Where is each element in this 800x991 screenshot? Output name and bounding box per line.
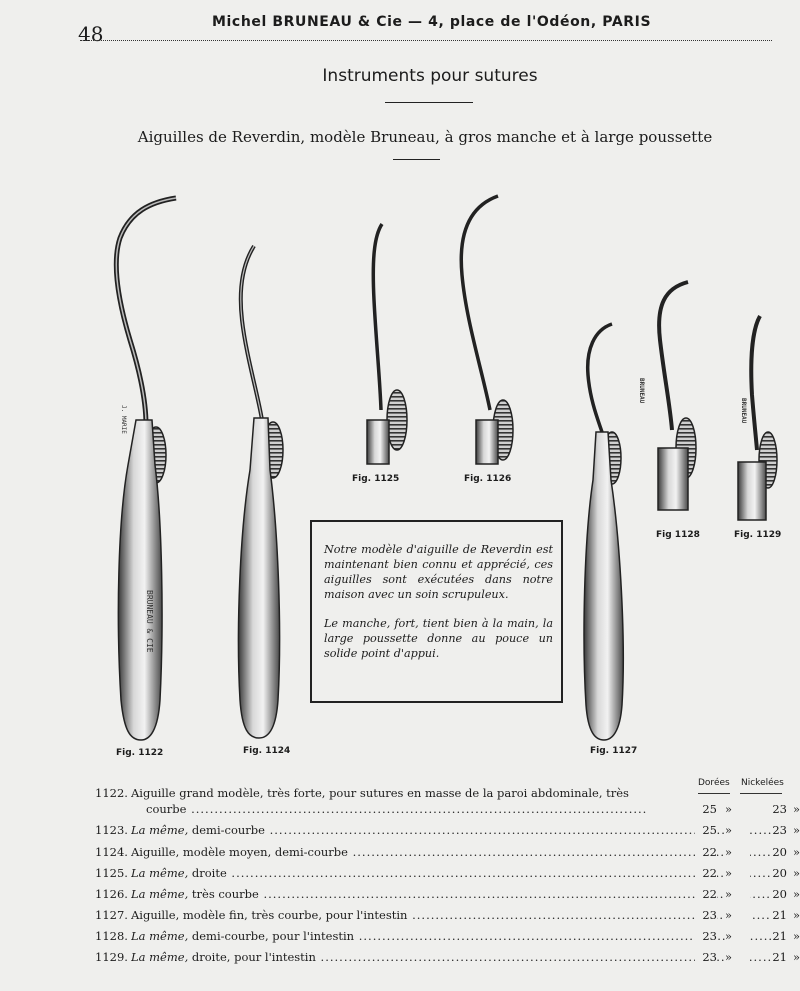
needle-1129 xyxy=(738,316,777,520)
raquo: » xyxy=(725,908,750,922)
price-nickelees: 21 xyxy=(772,908,787,922)
price-nickelees: 20 xyxy=(772,845,787,859)
fig-label-1125: Fig. 1125 xyxy=(352,474,400,484)
item-description-continued: courbe ..... xyxy=(146,802,646,816)
price-dorees: 23 xyxy=(695,950,717,964)
item-description xyxy=(131,887,771,901)
item-description xyxy=(131,929,771,943)
raquo: » xyxy=(725,950,750,964)
item-number: 1127. xyxy=(95,908,128,922)
price-nickelees: 20 xyxy=(772,866,787,880)
page-header: Michel BRUNEAU & Cie — 4, place de l'Odéon, PARIS xyxy=(212,14,652,30)
column-header-dorees: Dorées xyxy=(698,778,730,788)
fig-label-1127: Fig. 1127 xyxy=(590,746,638,756)
price-nickelees: 21 xyxy=(772,929,787,943)
raquo: » xyxy=(725,887,750,901)
raquo: » xyxy=(793,887,800,901)
list-item xyxy=(95,929,800,947)
price-dorees: 25 xyxy=(695,802,717,816)
item-description xyxy=(131,823,771,837)
raquo: » xyxy=(793,802,800,816)
section-title: Instruments pour sutures xyxy=(322,66,538,86)
list-item xyxy=(95,887,800,905)
price-dorees: 23 xyxy=(695,929,717,943)
column-header-nickelees: Nickelées xyxy=(741,778,784,788)
item-description-text: demi-courbe, pour l'intestin xyxy=(188,929,355,943)
item-description-em: La même, xyxy=(131,950,189,964)
needle-1122 xyxy=(116,198,176,740)
fig-label-1126: Fig. 1126 xyxy=(464,474,512,484)
item-number: 1125. xyxy=(95,866,128,880)
price-dorees: 22 xyxy=(695,845,717,859)
item-description: Aiguille, modèle fin, très courbe, pour l'intestin ..... xyxy=(131,908,771,922)
item-description-text: droite, pour l'intestin xyxy=(188,950,316,964)
raquo: » xyxy=(725,823,750,837)
fig-label-1122: Fig. 1122 xyxy=(116,748,164,758)
item-description-text: droite xyxy=(188,866,227,880)
item-description-text: très courbe xyxy=(188,887,259,901)
section-subtitle: Aiguilles de Reverdin, modèle Bruneau, à gros manche et à large poussette xyxy=(137,128,713,146)
item-number: 1123. xyxy=(95,823,128,837)
item-description: Aiguille grand modèle, très forte, pour sutures en masse de la paroi abdominale, très xyxy=(131,786,629,800)
list-item xyxy=(95,866,800,884)
handle-engraving-1122: BRUNEAU & CIE xyxy=(145,590,154,653)
list-item xyxy=(95,823,800,841)
description-paragraph-2: Le manche, fort, tient bien à la main, la large poussette donne au pouce un solide point d'appui. xyxy=(324,617,553,660)
needle-1124 xyxy=(238,246,283,738)
list-item xyxy=(95,950,800,968)
raquo: » xyxy=(725,866,750,880)
raquo: » xyxy=(793,908,800,922)
shank-engraving-1128: BRUNEAU xyxy=(638,378,645,404)
item-description-em: La même, xyxy=(131,866,189,880)
item-number: 1124. xyxy=(95,845,128,859)
list-item xyxy=(95,908,800,926)
raquo: » xyxy=(793,929,800,943)
raquo: » xyxy=(725,929,750,943)
raquo: » xyxy=(725,845,750,859)
price-dorees: 23 xyxy=(695,908,717,922)
raquo: » xyxy=(793,845,800,859)
raquo: » xyxy=(725,802,750,816)
item-number: 1128. xyxy=(95,929,128,943)
description-box xyxy=(310,520,563,703)
item-description-text: demi-courbe xyxy=(188,823,265,837)
item-description-em: La même, xyxy=(131,929,189,943)
item-description: Aiguille, modèle moyen, demi-courbe ..... xyxy=(131,845,771,859)
item-description xyxy=(131,950,771,964)
price-dorees: 22 xyxy=(695,866,717,880)
item-number: 1122. xyxy=(95,786,128,800)
needle-1127 xyxy=(584,324,623,740)
price-nickelees: 21 xyxy=(772,950,787,964)
needle-1126 xyxy=(461,196,513,464)
raquo: » xyxy=(793,950,800,964)
price-nickelees: 23 xyxy=(772,823,787,837)
raquo: » xyxy=(793,823,800,837)
price-nickelees: 23 xyxy=(772,802,787,816)
price-dorees: 22 xyxy=(695,887,717,901)
page-number: 48 xyxy=(78,22,104,46)
item-number: 1129. xyxy=(95,950,128,964)
list-item xyxy=(95,845,800,863)
shank-engraving-1129: BRUNEAU xyxy=(740,398,747,424)
price-dorees: 25 xyxy=(695,823,717,837)
fig-label-1124: Fig. 1124 xyxy=(243,746,291,756)
item-description xyxy=(131,866,771,880)
price-nickelees: 20 xyxy=(772,887,787,901)
fig-label-1128: Fig 1128 xyxy=(656,530,700,540)
item-number: 1126. xyxy=(95,887,128,901)
fig-label-1129: Fig. 1129 xyxy=(734,530,782,540)
shank-engraving-1122: J. MARIE xyxy=(120,405,127,434)
item-description-em: La même, xyxy=(131,823,189,837)
item-description-em: La même, xyxy=(131,887,189,901)
description-paragraph-1: Notre modèle d'aiguille de Reverdin est maintenant bien connu et apprécié, ces aiguilles sont exécutées dans notre maison avec un soin scrupuleux. xyxy=(324,543,553,601)
needle-1128 xyxy=(638,282,696,510)
needle-1125 xyxy=(367,224,407,464)
list-item-continued xyxy=(95,802,800,820)
raquo: » xyxy=(793,866,800,880)
